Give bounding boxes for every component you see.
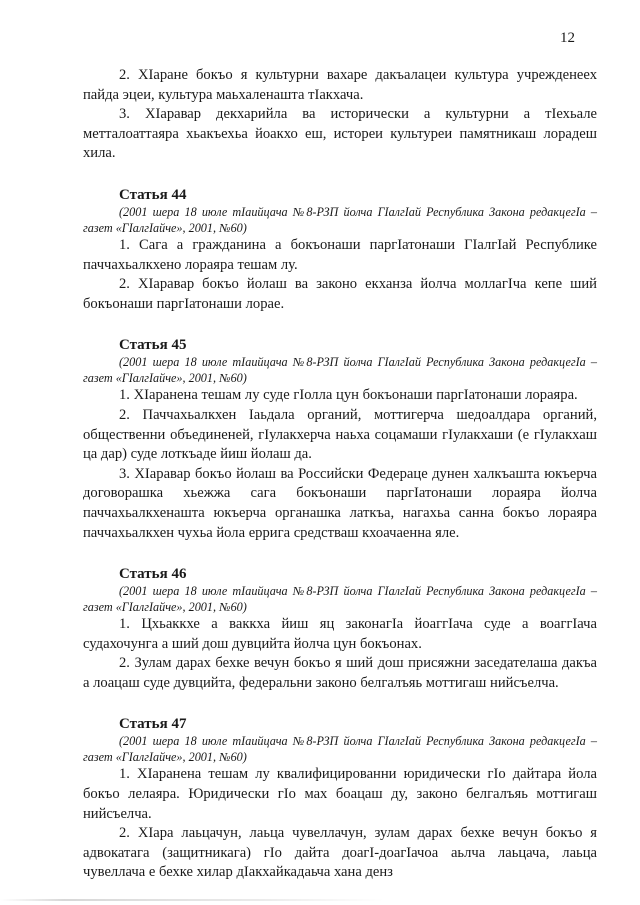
article-amendment-note: (2001 шера 18 июле тIаийцача №8-РЗП йолча ГIалгIай Республика Закона редакцегIа – газет «ГIалгIайче», 2001, №60) — [83, 734, 597, 765]
article-heading: Статья 46 — [119, 566, 187, 583]
article-amendment-note: (2001 шера 18 июле тIаийцача №8-РЗП йолча ГIалгIай Республика Закона редакцегIа – газет «ГIалгIайче», 2001, №60) — [83, 355, 597, 386]
intro-paragraph-3: 3. ХIаравар декхарийла ва исторически а культурни а тIехьале метталоаттаяра хьакъехьа йоакхо еш, истореи культуреи памятникаш лорадеш хила. — [83, 106, 597, 162]
page-number: 12 — [560, 30, 575, 46]
article-paragraph: 2. Паччахьалкхен Iаьдала органий, моттигерча шедоалдара органий, общественни объединеней, гIулакхерча наьха соцамаши гIулакхаши (е гIулакхаш ца дар) суде лоткъаде йиш йолаш да. — [83, 406, 597, 463]
article-paragraph: 2. ХIаравар бокъо йолаш ва законо екханза йолча моллагIча кепе ший бокъонаши паргIатонаши лорае. — [83, 276, 597, 312]
article-paragraph: 1. ХIаранена тешам лу суде гIолла цун бокъонаши паргIатонаши лораяра. — [119, 387, 578, 404]
article-paragraph: 1. Сага а гражданина а бокъонаши паргIатонаши ГIалгIай Республике паччахьалкхено лораяра тешам лу. — [83, 236, 597, 273]
article-heading: Статья 45 — [119, 337, 187, 354]
article-44 — [83, 186, 597, 314]
article-amendment-note: (2001 шера 18 июле тIаийцача №8-РЗП йолча ГIалгIай Республика Закона редакцегIа – газет «ГIалгIайче», 2001, №60) — [83, 204, 597, 235]
article-paragraph: 1. Цхьаккхе а ваккха йиш яц законагIа йоаггIача суде а воаггIача судахочунга а ший дош дувцийта йолча цун бокъонах. — [83, 616, 597, 652]
article-paragraph: 2. Зулам дарах бехке вечун бокъо я ший дош присяжни заседателаша дакъа а лоацаш суде дувцийта, федеральни законо белгалъяь моттигаш нийсъелча. — [83, 655, 597, 691]
article-heading: Статья 44 — [119, 186, 187, 203]
article-amendment-note: (2001 шера 18 июле тIаийцача №8-РЗП йолча ГIалгIай Республика Закона редакцегIа – газет «ГIалгIайче», 2001, №60) — [83, 584, 597, 615]
intro-paragraph-2: 2. ХIаране бокъо я культурни вахаре дакъалацеи культура учрежденеех пайда эцеи, культура маьхаленашта тIакхача. — [83, 67, 597, 103]
article-46 — [83, 565, 597, 693]
document-body — [83, 66, 597, 883]
article-paragraph: 2. ХIара лаьцачун, лаьца чувеллачун, зулам дарах бехке вечун бокъо я адвокатага (защитникага) гIо дайта доагI-доагIачоа аьлча лаьцача, лаьца чувеллача е бехке хилар дIакхайкадаьча хана денз — [83, 825, 597, 881]
scan-edge-shadow — [0, 899, 640, 901]
article-45 — [83, 336, 597, 543]
article-47 — [83, 715, 597, 883]
article-heading: Статья 47 — [119, 716, 187, 733]
article-paragraph: 1. ХIаранена тешам лу квалифицированни юридически гIо дайтара йола бокъо лелаяра. Юридически гIо мах боацаш ду, законо белгалъяь моттигаш нийсъелча. — [83, 766, 597, 822]
article-paragraph: 3. ХIаравар бокъо йолаш ва Российски Федераце дунен халкъашта юкъерча договорашка хьежжа сага бокъонаши паргIатонаши лораяра йолча паччахьалкхенашта юкъерча органашка латкъа, нагахьа санна бокъо лораяра паччахьалкхен чухьа йола еррига средстваш кхоачаенна яле. — [83, 465, 597, 541]
